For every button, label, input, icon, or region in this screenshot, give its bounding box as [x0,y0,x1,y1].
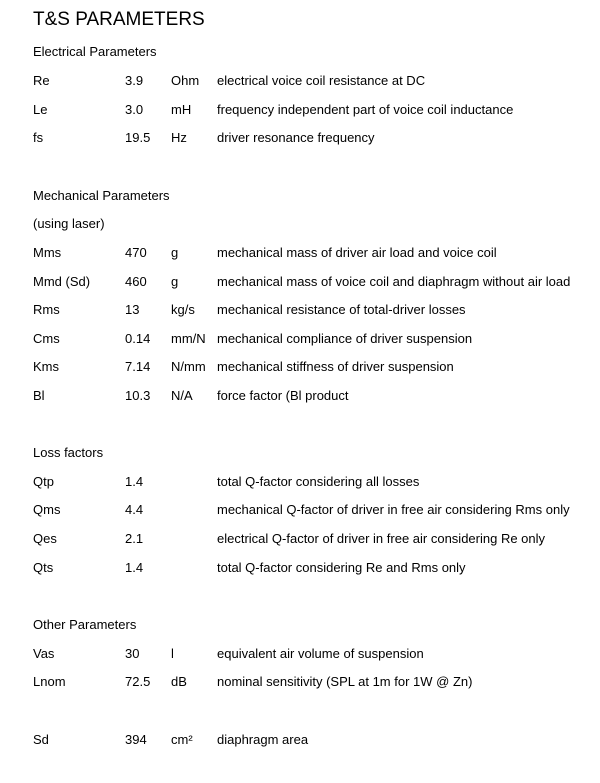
param-description: mechanical mass of driver air load and voice coil [217,245,497,260]
param-symbol: Sd [33,732,49,747]
param-symbol: Rms [33,302,60,317]
param-description: electrical voice coil resistance at DC [217,73,426,88]
param-value: 1.4 [125,560,144,575]
param-unit: N/A [171,388,193,403]
param-description: total Q-factor considering Re and Rms only [217,560,466,575]
param-unit: Ohm [171,73,200,88]
param-symbol: Qtp [33,474,54,489]
param-value: 3.0 [125,102,144,117]
param-row-le [0,100,600,120]
param-unit: g [171,274,179,289]
param-description: mechanical resistance of total-driver losses [217,302,466,317]
param-row-rms [0,300,600,320]
param-unit: Hz [171,130,187,145]
param-value: 4.4 [125,502,144,517]
param-symbol: Qms [33,502,61,517]
section-heading-electrical [0,42,600,62]
section-note: (using laser) [33,216,105,231]
param-value: 1.4 [125,474,144,489]
param-unit: mH [171,102,192,117]
param-value: 460 [125,274,147,289]
section-heading: Loss factors [33,445,104,460]
param-symbol: Qts [33,560,54,575]
param-symbol: Cms [33,331,60,346]
param-description: equivalent air volume of suspension [217,646,424,661]
param-row-qts [0,558,600,578]
param-value: 10.3 [125,388,151,403]
param-unit: g [171,245,179,260]
param-row-kms [0,357,600,377]
param-description: mechanical compliance of driver suspension [217,331,473,346]
param-row-mms [0,243,600,263]
param-unit: mm/N [171,331,206,346]
param-row-sd [0,730,600,750]
param-value: 394 [125,732,147,747]
param-symbol: Qes [33,531,57,546]
param-value: 30 [125,646,140,661]
param-row-re [0,71,600,91]
param-symbol: Le [33,102,48,117]
param-value: 0.14 [125,331,151,346]
param-unit: cm² [171,732,193,747]
param-description: mechanical Q-factor of driver in free air considering Rms only [217,502,570,517]
param-symbol: fs [33,130,44,145]
section-heading: Electrical Parameters [33,44,157,59]
param-symbol: Mmd (Sd) [33,274,91,289]
param-description: frequency independent part of voice coil inductance [217,102,514,117]
section-heading-loss-factors [0,443,600,463]
param-description: total Q-factor considering all losses [217,474,420,489]
param-value: 19.5 [125,130,151,145]
param-description: nominal sensitivity (SPL at 1m for 1W @ Zn) [217,674,473,689]
param-unit: dB [171,674,187,689]
param-row-qes [0,529,600,549]
param-description: mechanical stiffness of driver suspension [217,359,454,374]
param-row-qms [0,500,600,520]
param-row-mmd [0,272,600,292]
param-symbol: Vas [33,646,55,661]
param-symbol: Mms [33,245,62,260]
param-description: force factor (Bl product [217,388,349,403]
param-symbol: Lnom [33,674,66,689]
param-description: driver resonance frequency [217,130,375,145]
param-row-bl [0,386,600,406]
param-value: 7.14 [125,359,151,374]
section-heading: Mechanical Parameters [33,188,170,203]
page-title: T&S PARAMETERS [33,9,205,30]
param-value: 3.9 [125,73,144,88]
param-symbol: Re [33,73,50,88]
param-value: 72.5 [125,674,151,689]
param-unit: kg/s [171,302,195,317]
param-symbol: Kms [33,359,59,374]
param-description: diaphragm area [217,732,309,747]
section-heading-other [0,615,600,635]
param-row-lnom [0,672,600,692]
param-unit: l [171,646,174,661]
section-note-mechanical [0,214,600,234]
section-heading-mechanical [0,186,600,206]
param-value: 13 [125,302,140,317]
param-value: 470 [125,245,147,260]
param-symbol: Bl [33,388,45,403]
param-row-vas [0,644,600,664]
param-row-cms [0,329,600,349]
param-value: 2.1 [125,531,144,546]
param-description: electrical Q-factor of driver in free air considering Re only [217,531,546,546]
param-description: mechanical mass of voice coil and diaphragm without air load [217,274,571,289]
param-unit: N/mm [171,359,206,374]
param-row-fs [0,128,600,148]
section-heading: Other Parameters [33,617,137,632]
param-row-qtp [0,472,600,492]
